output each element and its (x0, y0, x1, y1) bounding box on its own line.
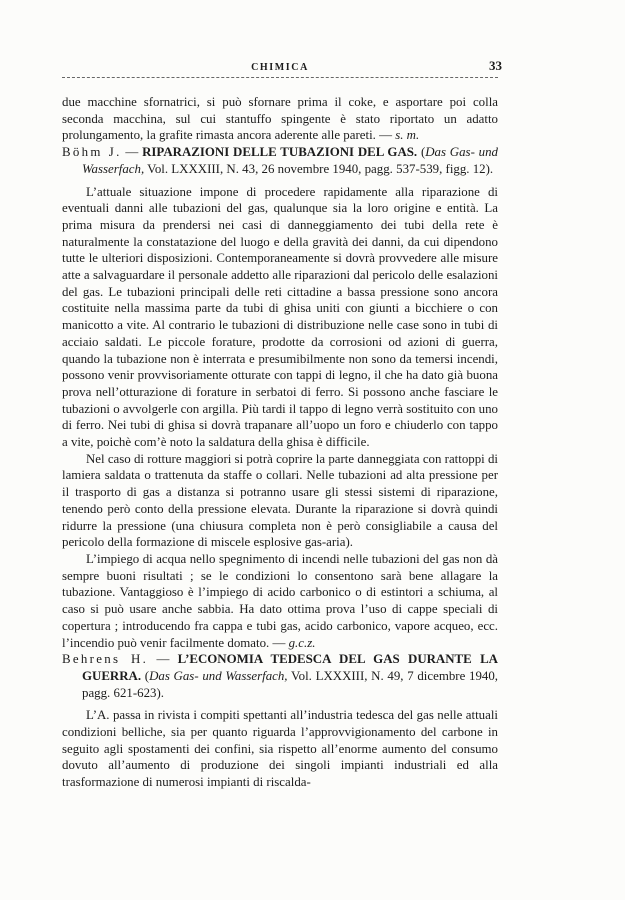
article1-author: Böhm J. (62, 145, 122, 160)
article1-source-open: ( (417, 145, 426, 160)
intro-signature: s. m. (395, 128, 420, 143)
article2-paragraph: L’A. passa in rivista i compiti spettanti all’industria tedesca del gas nelle attuali condizioni belliche, sia per quanto riguarda l’approvvigionamento del carbone in seguito agli spostamenti dei confini, sia rispetto all’enorme aumento del consumo dovuto all’aumento di produzione dei singoli impianti industriali ed alla trasformazione di numerosi impianti di riscalda- (62, 708, 498, 790)
article1-paragraph: Nel caso di rotture maggiori si potrà coprire la parte danneggiata con rattoppi di lamiera saldata o trattenuta da staffe o collari. Nelle tubazioni ad alta pressione per il trasporto di gas a distanza si potranno usare gli stessi sistemi di riparazione, tenendo però conto della pressione elevata. Durante la riparazione si dovrà quindi ridurre la pressione (una chiusura completa non è però consigliabile a causa del pericolo della formazione di miscele esplosive gas-aria). (62, 451, 498, 550)
article1-source-details: Vol. LXXXIII, N. 43, 26 novembre 1940, pagg. 537-539, figg. 12). (144, 161, 494, 176)
header-rule (62, 77, 498, 78)
article1-dash: — (121, 145, 143, 160)
intro-text: due macchine sfornatrici, si può sfornare prima il coke, e asportare poi colla seconda macchina, sul cui stantuffo spingente è stato riportato un adatto prolungamento, la grafite rimasta ancora aderente alle pareti. — (62, 95, 498, 143)
article1-journal: Das Gas- und Wasserfach, (82, 145, 498, 176)
article2-author: Behrens H. (62, 652, 149, 667)
page-header (62, 58, 502, 78)
article2-source-open: ( (141, 668, 150, 683)
page-body (62, 94, 498, 791)
running-title: CHIMICA (251, 62, 309, 73)
article2-source-details: Vol. LXXXIII, N. 49, 7 dicembre 1940, pagg. 621-623). (82, 668, 498, 700)
article2-journal: Das Gas- und Wasserfach, (149, 668, 288, 683)
article1-last-paragraph (62, 551, 498, 651)
article2-dash: — (148, 652, 178, 667)
article1-paragraph: L’attuale situazione impone di procedere rapidamente alla riparazione di eventuali danni alle tubazioni del gas, qualunque sia la loro origine e entità. La prima misura da prendersi nei casi di danneggiamento dei tubi della rete è naturalmente la constatazione del luogo e della gravità dei danni, da cui dipendono tutte le ulteriori disposizioni. Contemporaneamente si dovrà provvedere alle misure atte a salvaguardare il personale addetto alle riparazioni dal pericolo delle esalazioni del gas. Le tubazioni principali delle reti cittadine a bassa pressione sono ancora costituite nella massima parte da tubi di ghisa uniti con giunti a bicchiere o con manicotto a vite. Al contrario le tubazioni di distribuzione nelle case sono in tubi di acciaio saldati. Le piccole forature, prodotte da corrosioni od azioni di guerra, quando la tubazione non è interrata e presumibilmente non sono da temersi incendi, possono venir provvisoriamente otturate con tappi di legno, il che ha dato già buona prova nell’otturazione di forature in serbatoi di ferro. Si possono anche fasciare le tubazioni o avvolgerle con argilla. Più tardi il tappo di legno verrà sostituito con uno di ferro. Nei tubi di ghisa si dovrà trapanare all’uopo un foro e chiuderlo con tappo a vite, poichè com’è noto la saldatura della ghisa è difficile. (62, 184, 498, 450)
article1-heading (62, 144, 498, 177)
article1-last-text: L’impiego di acqua nello spegnimento di incendi nelle tubazioni del gas non dà sempre buoni risultati ; se le condizioni lo consentono sarà bene allagare la tubazione. Vantaggioso è l’impiego di acido carbonico o di estintori a schiuma, al caso si può usare anche sabbia. Ha dato ottima prova l’uso di cappe speciali di copertura ; introducendo fra cappa e tubi gas, acido carbonico, vapore acqueo, ecc. l’incendio può venir facilmente domato. — (62, 551, 498, 650)
page-number: 33 (489, 58, 502, 73)
article1-signature: g.c.z. (288, 635, 316, 650)
intro-paragraph (62, 94, 498, 144)
article1-title: RIPARAZIONI DELLE TUBAZIONI DEL GAS. (142, 145, 418, 160)
article2-title: L’ECONOMIA TEDESCA DEL GAS DURANTE LA GUERRA. (82, 652, 498, 683)
article2-heading (62, 651, 498, 701)
